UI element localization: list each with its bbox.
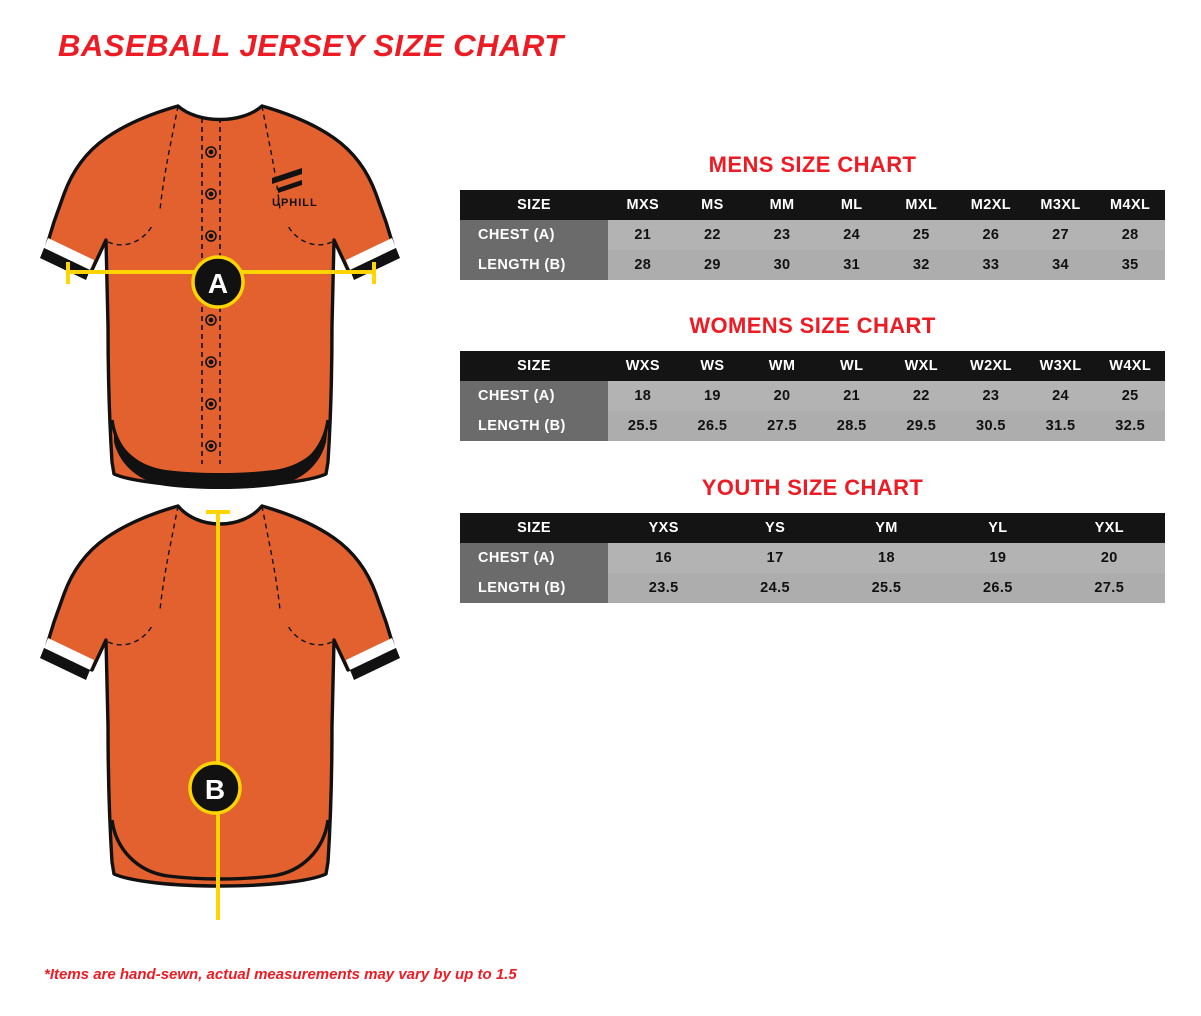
youth-measurement-value: 25.5 bbox=[831, 573, 942, 603]
mens-measurement-value: 28 bbox=[608, 250, 678, 280]
page-title: BASEBALL JERSEY SIZE CHART bbox=[58, 28, 564, 63]
mens-measurement-value: 24 bbox=[817, 220, 887, 250]
womens-size-table bbox=[460, 351, 1165, 441]
jersey-back-view bbox=[40, 506, 400, 920]
womens-size-chart bbox=[460, 313, 1165, 441]
mens-measurement-value: 34 bbox=[1026, 250, 1096, 280]
womens-row-label: LENGTH (B) bbox=[460, 411, 608, 441]
womens-size-column-header: WM bbox=[747, 351, 817, 381]
youth-size-column-header: YS bbox=[719, 513, 830, 543]
womens-row-label: CHEST (A) bbox=[460, 381, 608, 411]
youth-size-column-header: YL bbox=[942, 513, 1053, 543]
table-row bbox=[460, 250, 1165, 280]
womens-measurement-value: 18 bbox=[608, 381, 678, 411]
mens-size-table bbox=[460, 190, 1165, 280]
mens-measurement-value: 31 bbox=[817, 250, 887, 280]
mens-measurement-value: 28 bbox=[1095, 220, 1165, 250]
youth-measurement-value: 23.5 bbox=[608, 573, 719, 603]
mens-measurement-value: 30 bbox=[747, 250, 817, 280]
womens-size-column-header: W2XL bbox=[956, 351, 1026, 381]
youth-table-header-row bbox=[460, 513, 1165, 543]
womens-size-header: SIZE bbox=[460, 351, 608, 381]
mens-measurement-value: 29 bbox=[678, 250, 748, 280]
womens-measurement-value: 25.5 bbox=[608, 411, 678, 441]
womens-measurement-value: 30.5 bbox=[956, 411, 1026, 441]
youth-size-column-header: YXL bbox=[1054, 513, 1165, 543]
womens-measurement-value: 31.5 bbox=[1026, 411, 1096, 441]
svg-text:UPHILL: UPHILL bbox=[272, 197, 318, 209]
callout-a-label: A bbox=[207, 268, 229, 299]
mens-size-column-header: ML bbox=[817, 190, 887, 220]
youth-measurement-value: 26.5 bbox=[942, 573, 1053, 603]
mens-row-label: CHEST (A) bbox=[460, 220, 608, 250]
youth-size-column-header: YXS bbox=[608, 513, 719, 543]
mens-measurement-value: 25 bbox=[887, 220, 957, 250]
table-row bbox=[460, 381, 1165, 411]
youth-measurement-value: 17 bbox=[719, 543, 830, 573]
youth-size-column-header: YM bbox=[831, 513, 942, 543]
womens-table-header-row bbox=[460, 351, 1165, 381]
callout-b-label: B bbox=[204, 774, 226, 805]
youth-measurement-value: 20 bbox=[1054, 543, 1165, 573]
youth-row-label: CHEST (A) bbox=[460, 543, 608, 573]
jersey-front-view bbox=[40, 106, 400, 489]
footnote: *Items are hand-sewn, actual measurements may vary by up to 1.5 bbox=[44, 966, 517, 983]
mens-size-column-header: M4XL bbox=[1095, 190, 1165, 220]
youth-chart-title: YOUTH SIZE CHART bbox=[701, 475, 924, 500]
mens-measurement-value: 22 bbox=[678, 220, 748, 250]
youth-row-label: LENGTH (B) bbox=[460, 573, 608, 603]
womens-measurement-value: 19 bbox=[678, 381, 748, 411]
mens-size-header: SIZE bbox=[460, 190, 608, 220]
mens-measurement-value: 23 bbox=[747, 220, 817, 250]
mens-size-column-header: MM bbox=[747, 190, 817, 220]
womens-measurement-value: 27.5 bbox=[747, 411, 817, 441]
mens-measurement-value: 33 bbox=[956, 250, 1026, 280]
womens-chart-title: WOMENS SIZE CHART bbox=[689, 313, 936, 338]
womens-measurement-value: 20 bbox=[747, 381, 817, 411]
mens-measurement-value: 27 bbox=[1026, 220, 1096, 250]
womens-measurement-value: 21 bbox=[817, 381, 887, 411]
youth-measurement-value: 18 bbox=[831, 543, 942, 573]
table-row bbox=[460, 220, 1165, 250]
youth-size-table bbox=[460, 513, 1165, 603]
womens-measurement-value: 23 bbox=[956, 381, 1026, 411]
youth-size-chart bbox=[460, 475, 1165, 603]
jersey-illustration bbox=[30, 90, 440, 920]
mens-size-chart bbox=[460, 152, 1165, 280]
womens-size-column-header: WS bbox=[678, 351, 748, 381]
mens-chart-title: MENS SIZE CHART bbox=[708, 152, 917, 177]
mens-size-column-header: M3XL bbox=[1026, 190, 1096, 220]
womens-size-column-header: W3XL bbox=[1026, 351, 1096, 381]
mens-row-label: LENGTH (B) bbox=[460, 250, 608, 280]
mens-measurement-value: 32 bbox=[887, 250, 957, 280]
womens-measurement-value: 28.5 bbox=[817, 411, 887, 441]
mens-table-header-row bbox=[460, 190, 1165, 220]
youth-measurement-value: 27.5 bbox=[1054, 573, 1165, 603]
table-row bbox=[460, 411, 1165, 441]
womens-measurement-value: 22 bbox=[887, 381, 957, 411]
table-row bbox=[460, 573, 1165, 603]
womens-measurement-value: 29.5 bbox=[887, 411, 957, 441]
mens-size-column-header: MXL bbox=[887, 190, 957, 220]
womens-measurement-value: 25 bbox=[1095, 381, 1165, 411]
youth-measurement-value: 19 bbox=[942, 543, 1053, 573]
womens-measurement-value: 32.5 bbox=[1095, 411, 1165, 441]
mens-measurement-value: 26 bbox=[956, 220, 1026, 250]
mens-size-column-header: MS bbox=[678, 190, 748, 220]
mens-measurement-value: 21 bbox=[608, 220, 678, 250]
youth-size-header: SIZE bbox=[460, 513, 608, 543]
womens-size-column-header: WXS bbox=[608, 351, 678, 381]
table-row bbox=[460, 543, 1165, 573]
youth-measurement-value: 24.5 bbox=[719, 573, 830, 603]
youth-measurement-value: 16 bbox=[608, 543, 719, 573]
womens-measurement-value: 26.5 bbox=[678, 411, 748, 441]
womens-size-column-header: WL bbox=[817, 351, 887, 381]
womens-size-column-header: W4XL bbox=[1095, 351, 1165, 381]
mens-size-column-header: MXS bbox=[608, 190, 678, 220]
mens-size-column-header: M2XL bbox=[956, 190, 1026, 220]
mens-measurement-value: 35 bbox=[1095, 250, 1165, 280]
womens-measurement-value: 24 bbox=[1026, 381, 1096, 411]
womens-size-column-header: WXL bbox=[887, 351, 957, 381]
